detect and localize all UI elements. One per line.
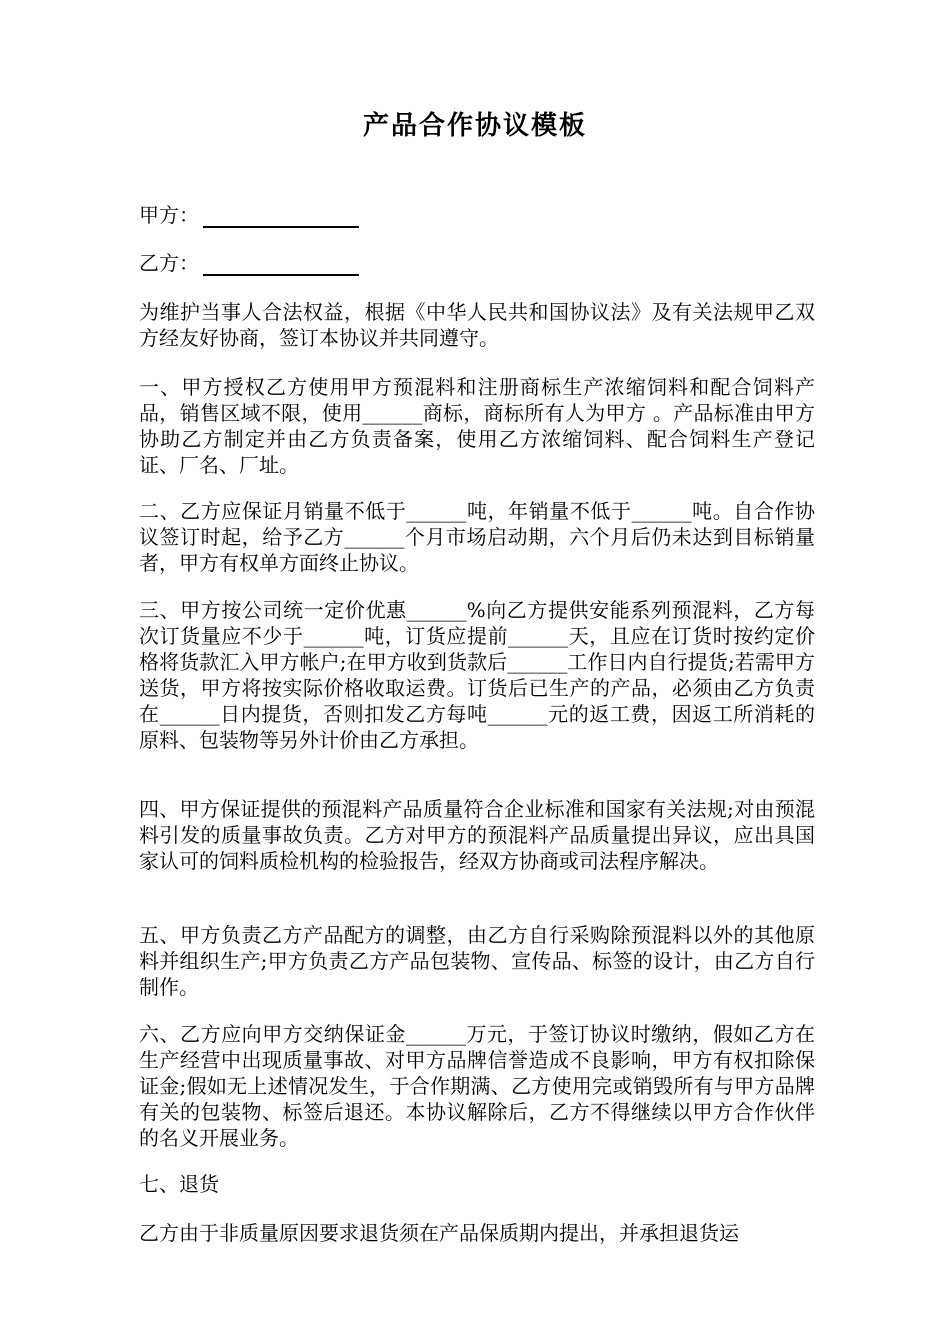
clause-3-paragraph: 三、甲方按公司统一定价优惠______%向乙方提供安能系列预混料，乙方每次订货量应不少于______吨，订货应提前______天，且应在订货时按约定价格将货款汇入甲方帐户;在甲方收到货款后______工作日内自行提货;若需甲方送货，甲方将按实际价格收取运费。订货后已生产的产品，必须由乙方负责在______日内提货，否则扣发乙方每吨______元的返工费，因返工所消耗的原料、包装物等另外计价由乙方承担。 bbox=[139, 598, 815, 752]
party-b-label: 乙方： bbox=[139, 251, 199, 275]
document-title: 产品合作协议模板 bbox=[362, 111, 587, 141]
clause-1-paragraph: 一、甲方授权乙方使用甲方预混料和注册商标生产浓缩饲料和配合饲料产品，销售区域不限，使用______商标，商标所有人为甲方 。产品标准由甲方协助乙方制定并由乙方负责备案，使用乙方浓缩饲料、配合饲料生产登记证、厂名、厂址。 bbox=[139, 375, 815, 477]
party-a-label: 甲方： bbox=[139, 203, 199, 227]
clause-7-heading: 七、退货 bbox=[139, 1172, 219, 1196]
party-b-field bbox=[139, 250, 359, 276]
clause-7-paragraph: 乙方由于非质量原因要求退货须在产品保质期内提出，并承担退货运 bbox=[139, 1221, 739, 1245]
party-b-blank bbox=[203, 256, 359, 276]
clause-5-paragraph: 五、甲方负责乙方产品配方的调整，由乙方自行采购除预混料以外的其他原料并组织生产;甲方负责乙方产品包装物、宣传品、标签的设计，由乙方自行制作。 bbox=[139, 923, 815, 999]
party-a-blank bbox=[203, 208, 359, 228]
clause-4-paragraph: 四、甲方保证提供的预混料产品质量符合企业标准和国家有关法规;对由预混料引发的质量事故负责。乙方对甲方的预混料产品质量提出异议，应出具国家认可的饲料质检机构的检验报告，经双方协商或司法程序解决。 bbox=[139, 797, 815, 873]
preamble-paragraph: 为维护当事人合法权益，根据《中华人民共和国协议法》及有关法规甲乙双方经友好协商，签订本协议并共同遵守。 bbox=[139, 300, 815, 350]
party-a-field bbox=[139, 202, 359, 228]
clause-2-paragraph: 二、乙方应保证月销量不低于______吨，年销量不低于______吨。自合作协议签订时起，给予乙方______个月市场启动期，六个月后仍未达到目标销量者，甲方有权单方面终止协议。 bbox=[139, 499, 815, 575]
clause-6-paragraph: 六、乙方应向甲方交纳保证金______万元，于签订协议时缴纳，假如乙方在生产经营中出现质量事故、对甲方品牌信誉造成不良影响，甲方有权扣除保证金;假如无上述情况发生，于合作期满、乙方使用完或销毁所有与甲方品牌有关的包装物、标签后退还。本协议解除后，乙方不得继续以甲方合作伙伴的名义开展业务。 bbox=[139, 1022, 815, 1150]
